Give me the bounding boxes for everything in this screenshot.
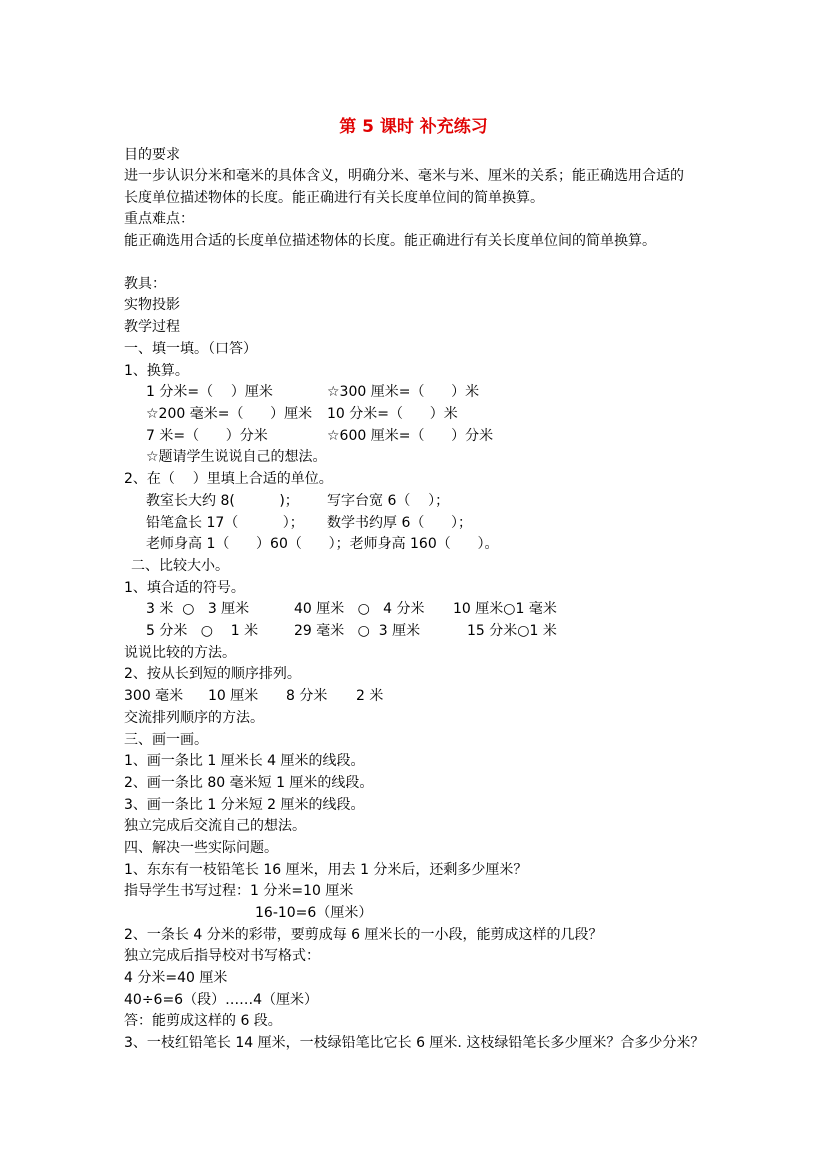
section-4-heading: 四、解决一些实际问题。 [124, 840, 278, 856]
s2-item: 300 毫米 [124, 688, 184, 704]
s4-problem-3: 3、一枝红铅笔长 14 厘米，一枝绿铅笔比它长 6 厘米. 这枝绿铅笔长多少厘米？合多少分米？ [124, 1035, 705, 1051]
section-3-heading: 三、画一画。 [124, 732, 208, 748]
s1-q1: 1、换算。 [124, 363, 189, 379]
tools-value: 实物投影 [124, 297, 180, 313]
s4-problem-1-calc: 16-10=6（厘米） [255, 905, 373, 921]
key-heading: 重点难点： [124, 211, 194, 227]
s4-problem-2: 2、一条长 4 分米的彩带，要剪成每 6 厘米长的一小段，能剪成这样的几段？ [124, 927, 603, 943]
s2-q2: 2、按从长到短的顺序排列。 [124, 666, 301, 682]
s4-problem-2-calc-2: 40÷6=6（段）……4（厘米） [124, 992, 318, 1008]
s4-problem-2-guide: 独立完成后指导校对书写格式： [124, 948, 320, 964]
s1-row-7: 老师身高 1（ ）60（ ）；老师身高 160（ ）。 [146, 536, 499, 552]
s2-note-2: 交流排列顺序的方法。 [124, 710, 264, 726]
s1-row-2-b: 10 分米=（ ）米 [327, 406, 458, 422]
s3-note: 独立完成后交流自己的想法。 [124, 818, 306, 834]
s2-row-2-a: 5 分米 ○ 1 米 [146, 623, 259, 639]
s1-row-3-a: 7 米=（ ）分米 [146, 428, 268, 444]
s2-item: 8 分米 [286, 688, 328, 704]
s1-row-2-a: ☆200 毫米=（ ）厘米 [146, 406, 313, 422]
goal-line-1: 进一步认识分米和毫米的具体含义，明确分米、毫米与米、厘米的关系；能正确选用合适的 [124, 168, 684, 184]
process-heading: 教学过程 [124, 319, 180, 335]
s1-q2: 2、在（ ）里填上合适的单位。 [124, 471, 333, 487]
s2-row-1-a: 3 米 ○ 3 厘米 [146, 601, 250, 617]
key-line: 能正确选用合适的长度单位描述物体的长度。能正确进行有关长度单位间的简单换算。 [124, 233, 656, 249]
s3-line-2: 2、画一条比 80 毫米短 1 厘米的线段。 [124, 775, 374, 791]
s1-row-1-a: 1 分米=（ ）厘米 [146, 384, 273, 400]
lesson-title: 第 5 课时 补充练习 [339, 117, 488, 137]
section-2-heading: 二、比较大小。 [131, 558, 229, 574]
s1-row-1-b: ☆300 厘米=（ ）米 [327, 384, 480, 400]
s1-row-5-b: 写字台宽 6（ ）； [327, 493, 450, 509]
s4-problem-1: 1、东东有一枝铅笔长 16 厘米，用去 1 分米后，还剩多少厘米？ [124, 862, 528, 878]
section-1-heading: 一、填一填。（口答） [124, 341, 257, 357]
s1-row-3-b: ☆600 厘米=（ ）分米 [327, 428, 494, 444]
s2-q1: 1、填合适的符号。 [124, 580, 245, 596]
tools-heading: 教具： [124, 276, 166, 292]
s2-row-2-b: 29 毫米 ○ 3 厘米 [294, 623, 421, 639]
goal-line-2: 长度单位描述物体的长度。能正确进行有关长度单位间的简单换算。 [124, 190, 544, 206]
s4-problem-2-calc-1: 4 分米=40 厘米 [124, 970, 228, 986]
s2-item: 2 米 [356, 688, 384, 704]
s2-item: 10 厘米 [208, 688, 259, 704]
s2-row-1-c: 10 厘米○1 毫米 [453, 601, 557, 617]
s1-row-6-a: 铅笔盒长 17（ ）； [146, 515, 304, 531]
goal-heading: 目的要求 [124, 147, 180, 163]
s4-problem-2-answer: 答：能剪成这样的 6 段。 [124, 1013, 282, 1029]
s2-row-2-c: 15 分米○1 米 [467, 623, 557, 639]
s1-note: ☆题请学生说说自己的想法。 [146, 449, 327, 465]
s3-line-1: 1、画一条比 1 厘米长 4 厘米的线段。 [124, 753, 365, 769]
s1-row-6-b: 数学书约厚 6（ ）； [327, 515, 473, 531]
s2-note-1: 说说比较的方法。 [124, 645, 236, 661]
s3-line-3: 3、画一条比 1 分米短 2 厘米的线段。 [124, 797, 365, 813]
s2-row-1-b: 40 厘米 ○ 4 分米 [294, 601, 425, 617]
s1-row-5-a: 教室长大约 8( )； [146, 493, 299, 509]
s4-problem-1-guide: 指导学生书写过程：1 分米=10 厘米 [124, 883, 354, 899]
